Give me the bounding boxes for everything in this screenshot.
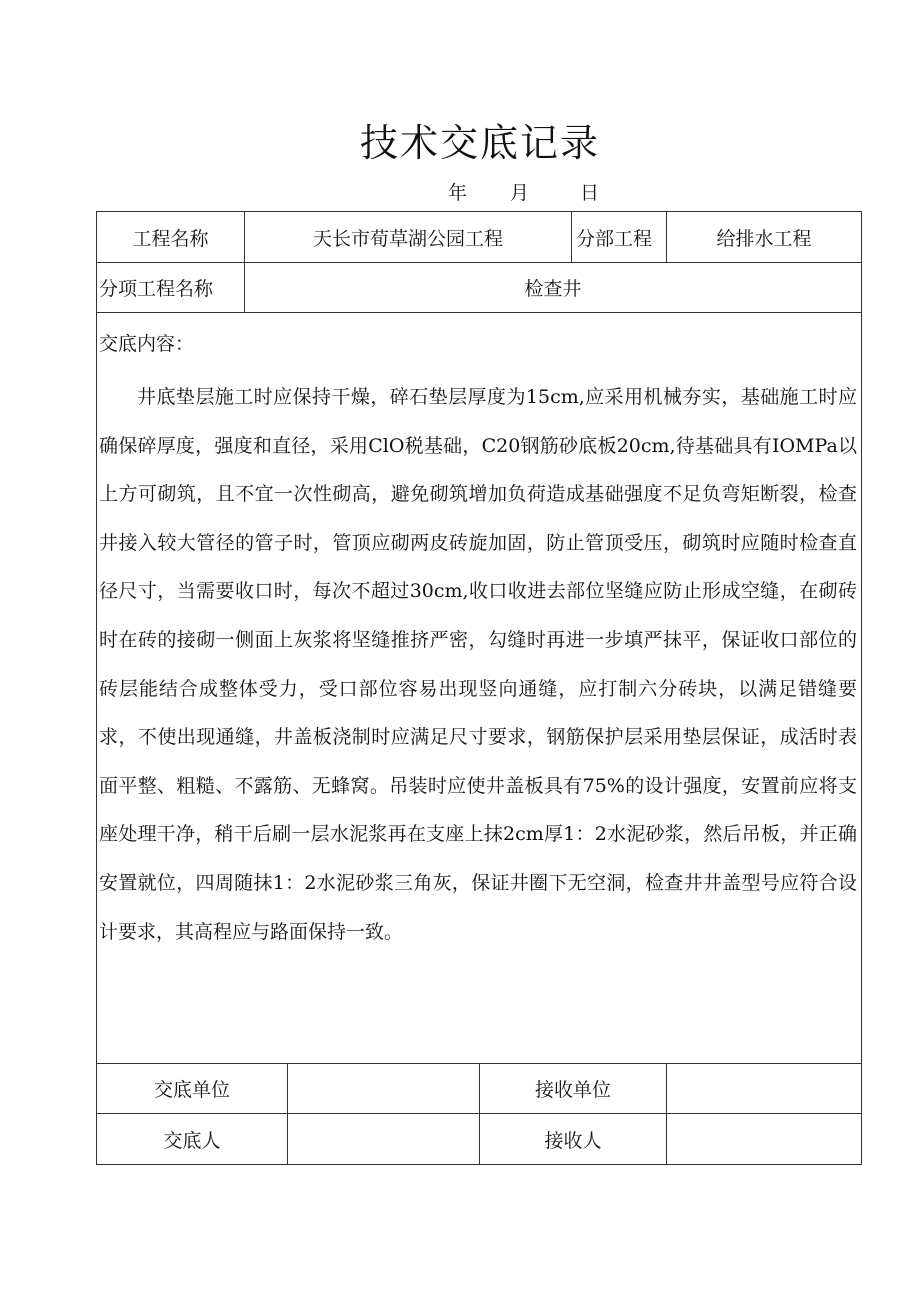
handover-unit-label: 交底单位 [97, 1064, 288, 1114]
date-year-label: 年 [448, 182, 468, 204]
date-line [440, 178, 610, 202]
content-label: 交底内容： [99, 333, 195, 355]
project-name-label: 工程名称 [97, 212, 245, 263]
document-title: 技术交底记录 [359, 121, 600, 165]
date-day-label: 日 [580, 182, 600, 204]
handover-person-row [97, 1114, 862, 1165]
subitem-row [97, 263, 862, 313]
handover-unit-row [97, 1064, 862, 1114]
handover-unit-value[interactable] [288, 1064, 480, 1114]
division-label: 分部工程 [572, 212, 667, 263]
date-month-label: 月 [510, 182, 530, 204]
receiving-unit-value[interactable] [667, 1064, 862, 1114]
receiving-unit-label: 接收单位 [480, 1064, 667, 1114]
content-body: 井底垫层施工时应保持干燥，碎石垫层厚度为15cm,应采用机械夯实，基础施工时应确保碎厚度，强度和直径，采用ClO税基础，C20钢筋砂底板20cm,待基础具有IOMPa以上方可砌筑，且不宜一次性砌高，避免砌筑增加负荷造成基础强度不足负弯矩断裂，检查井接入较大管径的管子时，管顶应砌两皮砖旋加固，防止管顶受压，砌筑时应随时检查直径尺寸，当需要收口时，每次不超过30cm,收口收进去部位坚缝应防止形成空缝，在砌砖时在砖的接砌一侧面上灰浆将坚缝推挤严密，勾缝时再进一步填严抹平，保证收口部位的砖层能结合成整体受力，受口部位容易出现竖向通缝，应打制六分砖块，以满足错缝要求，不使出现通缝，井盖板浇制时应满足尺寸要求，钢筋保护层采用垫层保证，成活时表面平整、粗糙、不露筋、无蜂窝。吊装时应使井盖板具有75%的设计强度，安置前应将支座处理干净，稍干后刷一层水泥浆再在支座上抹2cm厚1：2水泥砂浆，然后吊板，并正确安置就位，四周随抹1：2水泥砂浆三角灰，保证井圈下无空洞，检查井井盖型号应符合设计要求，其高程应与路面保持一致。 [99, 386, 857, 943]
receiver-value[interactable] [667, 1114, 862, 1165]
subitem-value: 检查井 [245, 263, 862, 313]
handover-person-value[interactable] [288, 1114, 480, 1165]
receiver-label: 接收人 [480, 1114, 667, 1165]
record-table [96, 211, 862, 1165]
division-value: 给排水工程 [667, 212, 862, 263]
content-row [97, 313, 862, 1064]
project-row [97, 212, 862, 263]
handover-person-label: 交底人 [97, 1114, 288, 1165]
project-name-value: 天长市荀草湖公园工程 [245, 212, 572, 263]
content-cell [97, 313, 862, 1064]
subitem-label: 分项工程名称 [97, 263, 245, 313]
